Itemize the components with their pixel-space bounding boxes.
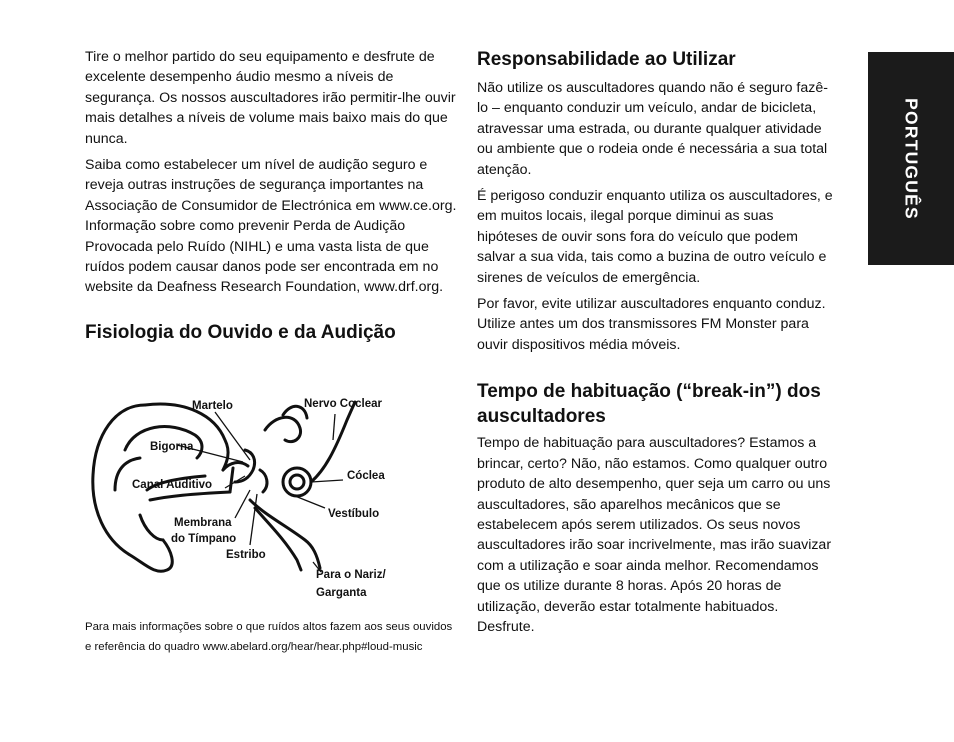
safety-info-paragraph: Saiba como estabelecer um nível de audição seguro e reveja outras instruções de segurança importantes na Associação de Consumidor de Electrónica em www.ce.org. Informação sobre como prevenir Perda de Audição Provocada pelo Ruído (NIHL) e uma vasta lista de que ruídos podem causar danos pode ser encontrada em no website da Deafness Research Foundation, www.drf.org. [85,157,457,296]
left-column [85,47,457,345]
label-para-o-nariz: Para o Nariz/ [316,569,386,581]
right-column [477,47,837,637]
language-tab-label: PORTUGUÊS [901,97,922,220]
responsibility-paragraph-3: Por favor, evite utilizar auscultadores enquanto conduz. Utilize antes um dos transmissores FM Monster para ouvir dispositivos média móveis. [477,296,826,353]
label-nervo-coclear: Nervo Coclear [304,398,382,410]
break-in-paragraph: Tempo de habituação para auscultadores? Estamos a brincar, certo? Não, não estamos. Como qualquer outro produto de alto desempenho, quer seja um carro ou uns auscultadores, são aparelhos mecânicos que se estabelecem após serem utilizados. Os seus novos auscultadores irão soar incrivelmente, mas irão suavizar com a utilização e soar ainda melhor. Recomendamos que os utilize durante 8 horas. Após 20 horas de utilização, deverão estar totalmente habituados. Desfrute. [477,435,832,635]
label-do-timpano: do Tímpano [171,533,237,545]
label-canal-auditivo: Canal Auditivo [132,479,213,491]
diagram-caption: Para mais informações sobre o que ruídos altos fazem aos seus ouvidos e referência do quadro www.abelard.org/hear/hear.php#loud-music [85,621,453,653]
intro-paragraph: Tire o melhor partido do seu equipamento e desfrute de excelente desempenho áudio mesmo a níveis de segurança. Os nossos auscultadores irão permitir-lhe ouvir mais detalhes a níveis de volume mais baixo mais do que nunca. [85,49,456,147]
label-garganta: Garganta [316,587,367,599]
break-in-heading: Tempo de habituação (“break-in”) dos auscultadores [477,381,821,428]
responsibility-paragraph-2: É perigoso conduzir enquanto utiliza os auscultadores, e em muitos locais, ilegal porque diminui as suas hipóteses de ouvir sons fora do veículo que podem salvar a sua vida, tais como a buzina de outro veículo e sirenes de veículos de emergência. [477,188,833,286]
label-estribo: Estribo [226,549,266,561]
label-coclea: Cóclea [347,470,385,482]
label-martelo: Martelo [192,400,233,412]
responsibility-heading: Responsabilidade ao Utilizar [477,49,736,70]
responsibility-paragraph-1: Não utilize os auscultadores quando não é seguro fazê-lo – enquanto conduzir um veículo, andar de bicicleta, atravessar uma estrada, ou durante qualquer atividade ou ambiente que o rodeia onde é necessária a sua total atenção. [477,80,828,178]
ear-anatomy-diagram [85,390,455,605]
language-tab [868,52,954,265]
ear-physiology-heading: Fisiologia do Ouvido e da Audição [85,321,396,343]
label-membrana: Membrana [174,517,232,529]
label-vestibulo: Vestíbulo [328,508,380,520]
label-pointers [177,412,343,572]
label-bigorna: Bigorna [150,441,194,453]
